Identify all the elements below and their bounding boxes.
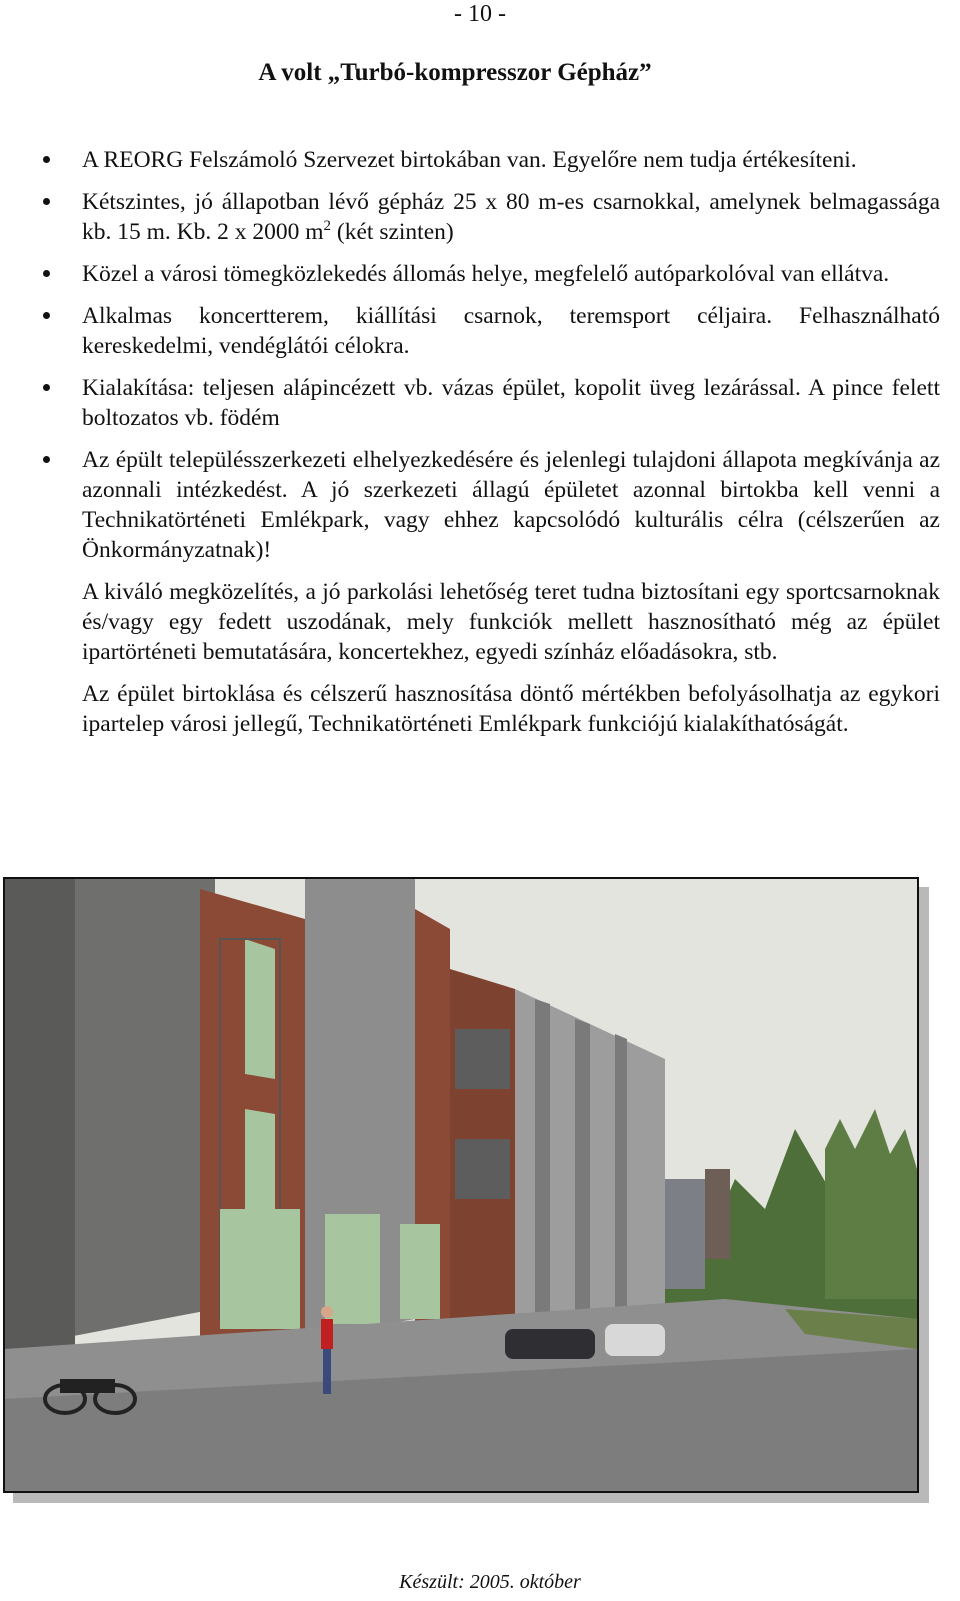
page-number: - 10 - bbox=[454, 1, 506, 27]
list-item bbox=[43, 259, 940, 289]
bullet-icon bbox=[43, 456, 50, 463]
bullet-icon bbox=[43, 384, 50, 391]
list-item-text: A REORG Felszámoló Szervezet birtokában van. Egyelőre nem tudja értékesíteni. bbox=[82, 147, 857, 173]
footer-date: Készült: 2005. október bbox=[399, 1571, 581, 1593]
list-item-text: Kialakítása: teljesen alápincézett vb. vázas épület, kopolit üveg lezárással. A pince felett boltozatos vb. födém bbox=[82, 375, 940, 431]
bullet-icon bbox=[43, 312, 50, 319]
body-paragraph: Az épület birtoklása és célszerű hasznosítása döntő mértékben befolyásolhatja az egykori ipartelep városi jellegű, Technikatörténeti Emlékpark funkciójú kialakíthatóságát. bbox=[82, 681, 940, 737]
list-item-text: Közel a városi tömegközlekedés állomás helye, megfelelő autóparkolóval van ellátva. bbox=[82, 261, 890, 287]
list-item-text: Alkalmas koncertterem, kiállítási csarnok, teremsport céljaira. Felhasználható kereskedelmi, vendéglátói célokra. bbox=[82, 303, 940, 359]
building-photo-illustration bbox=[5, 879, 917, 1491]
list-item bbox=[43, 145, 940, 175]
bullet-icon bbox=[43, 270, 50, 277]
list-item bbox=[43, 373, 940, 433]
body-paragraph: A kiváló megközelítés, a jó parkolási lehetőség teret tudna biztosítani egy sportcsarnoknak és/vagy egy fedett uszodának, mely funkciók mellett hasznosítható még az épület ipartörténeti bemutatására, koncertekhez, egyedi színház előadásokra, stb. bbox=[82, 579, 940, 665]
list-item-text: Az épült településszerkezeti elhelyezkedésére és jelenlegi tulajdoni állapota megkívánja az azonnali intézkedést. A jó szerkezeti állagú épületet azonnal birtokba kell venni a Technikatörténeti Emlékpark, vagy ehhez kapcsolódó kulturális célra (célszerűen az Önkormányzatnak)! bbox=[82, 447, 940, 563]
bullet-icon bbox=[43, 198, 50, 205]
list-item-text: Kétszintes, jó állapotban lévő gépház 25 x 80 m-es csarnokkal, amelynek belmagassága kb. 15 m. Kb. 2 x 2000 m bbox=[82, 189, 940, 245]
superscript: 2 bbox=[323, 218, 332, 235]
page-title: A volt „Turbó-kompresszor Gépház” bbox=[258, 59, 652, 86]
building-photo bbox=[3, 877, 919, 1493]
list-item bbox=[43, 187, 940, 247]
list-item bbox=[43, 301, 940, 361]
document-body bbox=[43, 145, 940, 751]
list-item-text-continued: (két szinten) bbox=[331, 219, 454, 245]
bullet-icon bbox=[43, 156, 50, 163]
list-item bbox=[43, 445, 940, 565]
bullet-list bbox=[43, 145, 940, 565]
